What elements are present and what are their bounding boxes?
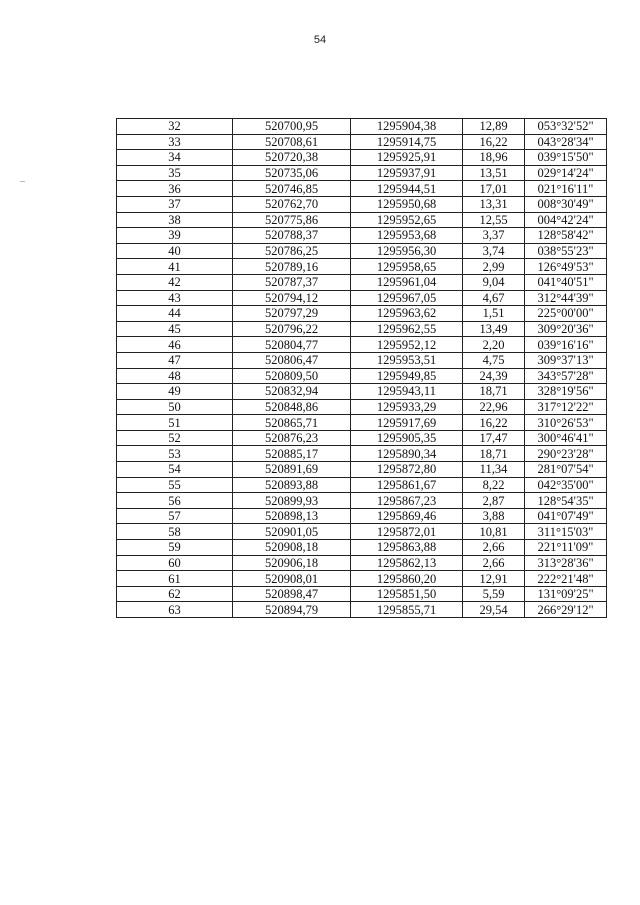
point-number-cell: 35 bbox=[117, 165, 233, 181]
y-coordinate-cell: 1295862,13 bbox=[351, 555, 463, 571]
table-row bbox=[117, 524, 607, 540]
y-coordinate-cell: 1295890,34 bbox=[351, 446, 463, 462]
x-coordinate-cell: 520746,85 bbox=[233, 181, 351, 197]
coordinates-table bbox=[116, 118, 607, 618]
point-number-cell: 38 bbox=[117, 212, 233, 228]
distance-cell: 2,66 bbox=[463, 540, 525, 556]
x-coordinate-cell: 520786,25 bbox=[233, 243, 351, 259]
distance-cell: 2,66 bbox=[463, 555, 525, 571]
x-coordinate-cell: 520775,86 bbox=[233, 212, 351, 228]
y-coordinate-cell: 1295933,29 bbox=[351, 399, 463, 415]
bearing-cell: 290°23'28" bbox=[525, 446, 607, 462]
y-coordinate-cell: 1295851,50 bbox=[351, 586, 463, 602]
y-coordinate-cell: 1295872,01 bbox=[351, 524, 463, 540]
distance-cell: 18,71 bbox=[463, 446, 525, 462]
point-number-cell: 57 bbox=[117, 508, 233, 524]
distance-cell: 18,96 bbox=[463, 150, 525, 166]
x-coordinate-cell: 520899,93 bbox=[233, 493, 351, 509]
table-row bbox=[117, 446, 607, 462]
x-coordinate-cell: 520700,95 bbox=[233, 119, 351, 135]
point-number-cell: 43 bbox=[117, 290, 233, 306]
point-number-cell: 33 bbox=[117, 134, 233, 150]
x-coordinate-cell: 520885,17 bbox=[233, 446, 351, 462]
table-row bbox=[117, 165, 607, 181]
distance-cell: 16,22 bbox=[463, 134, 525, 150]
y-coordinate-cell: 1295952,65 bbox=[351, 212, 463, 228]
x-coordinate-cell: 520832,94 bbox=[233, 384, 351, 400]
y-coordinate-cell: 1295867,23 bbox=[351, 493, 463, 509]
x-coordinate-cell: 520908,18 bbox=[233, 540, 351, 556]
distance-cell: 4,67 bbox=[463, 290, 525, 306]
bearing-cell: 266°29'12" bbox=[525, 602, 607, 618]
table-row bbox=[117, 243, 607, 259]
distance-cell: 3,88 bbox=[463, 508, 525, 524]
point-number-cell: 41 bbox=[117, 259, 233, 275]
page-number: 54 bbox=[313, 34, 327, 46]
point-number-cell: 55 bbox=[117, 477, 233, 493]
distance-cell: 2,99 bbox=[463, 259, 525, 275]
point-number-cell: 36 bbox=[117, 181, 233, 197]
x-coordinate-cell: 520708,61 bbox=[233, 134, 351, 150]
bearing-cell: 310°26'53" bbox=[525, 415, 607, 431]
y-coordinate-cell: 1295914,75 bbox=[351, 134, 463, 150]
point-number-cell: 62 bbox=[117, 586, 233, 602]
y-coordinate-cell: 1295863,88 bbox=[351, 540, 463, 556]
distance-cell: 3,74 bbox=[463, 243, 525, 259]
table-row bbox=[117, 602, 607, 618]
distance-cell: 22,96 bbox=[463, 399, 525, 415]
bearing-cell: 041°07'49" bbox=[525, 508, 607, 524]
x-coordinate-cell: 520906,18 bbox=[233, 555, 351, 571]
point-number-cell: 59 bbox=[117, 540, 233, 556]
y-coordinate-cell: 1295937,91 bbox=[351, 165, 463, 181]
bearing-cell: 021°16'11" bbox=[525, 181, 607, 197]
point-number-cell: 34 bbox=[117, 150, 233, 166]
distance-cell: 12,55 bbox=[463, 212, 525, 228]
point-number-cell: 46 bbox=[117, 337, 233, 353]
distance-cell: 17,01 bbox=[463, 181, 525, 197]
point-number-cell: 47 bbox=[117, 352, 233, 368]
x-coordinate-cell: 520735,06 bbox=[233, 165, 351, 181]
table-row bbox=[117, 212, 607, 228]
bearing-cell: 039°15'50" bbox=[525, 150, 607, 166]
y-coordinate-cell: 1295869,46 bbox=[351, 508, 463, 524]
y-coordinate-cell: 1295905,35 bbox=[351, 430, 463, 446]
point-number-cell: 44 bbox=[117, 306, 233, 322]
scan-mark bbox=[20, 181, 25, 182]
table-row bbox=[117, 555, 607, 571]
table-row bbox=[117, 196, 607, 212]
x-coordinate-cell: 520908,01 bbox=[233, 571, 351, 587]
y-coordinate-cell: 1295961,04 bbox=[351, 274, 463, 290]
table-row bbox=[117, 462, 607, 478]
table-row bbox=[117, 274, 607, 290]
distance-cell: 11,34 bbox=[463, 462, 525, 478]
y-coordinate-cell: 1295861,67 bbox=[351, 477, 463, 493]
x-coordinate-cell: 520787,37 bbox=[233, 274, 351, 290]
y-coordinate-cell: 1295953,51 bbox=[351, 352, 463, 368]
y-coordinate-cell: 1295956,30 bbox=[351, 243, 463, 259]
bearing-cell: 311°15'03" bbox=[525, 524, 607, 540]
coordinates-table-body bbox=[117, 119, 607, 618]
point-number-cell: 52 bbox=[117, 430, 233, 446]
y-coordinate-cell: 1295952,12 bbox=[351, 337, 463, 353]
bearing-cell: 043°28'34" bbox=[525, 134, 607, 150]
distance-cell: 3,37 bbox=[463, 228, 525, 244]
table-row bbox=[117, 181, 607, 197]
bearing-cell: 309°20'36" bbox=[525, 321, 607, 337]
point-number-cell: 48 bbox=[117, 368, 233, 384]
x-coordinate-cell: 520794,12 bbox=[233, 290, 351, 306]
y-coordinate-cell: 1295855,71 bbox=[351, 602, 463, 618]
y-coordinate-cell: 1295943,11 bbox=[351, 384, 463, 400]
x-coordinate-cell: 520789,16 bbox=[233, 259, 351, 275]
x-coordinate-cell: 520809,50 bbox=[233, 368, 351, 384]
distance-cell: 5,59 bbox=[463, 586, 525, 602]
bearing-cell: 343°57'28" bbox=[525, 368, 607, 384]
y-coordinate-cell: 1295860,20 bbox=[351, 571, 463, 587]
table-row bbox=[117, 508, 607, 524]
point-number-cell: 42 bbox=[117, 274, 233, 290]
bearing-cell: 041°40'51" bbox=[525, 274, 607, 290]
bearing-cell: 053°32'52" bbox=[525, 119, 607, 135]
table-row bbox=[117, 477, 607, 493]
table-row bbox=[117, 134, 607, 150]
distance-cell: 17,47 bbox=[463, 430, 525, 446]
bearing-cell: 008°30'49" bbox=[525, 196, 607, 212]
distance-cell: 29,54 bbox=[463, 602, 525, 618]
x-coordinate-cell: 520876,23 bbox=[233, 430, 351, 446]
bearing-cell: 312°44'39" bbox=[525, 290, 607, 306]
distance-cell: 1,51 bbox=[463, 306, 525, 322]
point-number-cell: 37 bbox=[117, 196, 233, 212]
bearing-cell: 131°09'25" bbox=[525, 586, 607, 602]
y-coordinate-cell: 1295953,68 bbox=[351, 228, 463, 244]
table-row bbox=[117, 540, 607, 556]
y-coordinate-cell: 1295944,51 bbox=[351, 181, 463, 197]
x-coordinate-cell: 520762,70 bbox=[233, 196, 351, 212]
bearing-cell: 004°42'24" bbox=[525, 212, 607, 228]
table-row bbox=[117, 337, 607, 353]
bearing-cell: 317°12'22" bbox=[525, 399, 607, 415]
bearing-cell: 038°55'23" bbox=[525, 243, 607, 259]
table-row bbox=[117, 259, 607, 275]
distance-cell: 12,89 bbox=[463, 119, 525, 135]
distance-cell: 2,20 bbox=[463, 337, 525, 353]
x-coordinate-cell: 520893,88 bbox=[233, 477, 351, 493]
table-row bbox=[117, 571, 607, 587]
y-coordinate-cell: 1295950,68 bbox=[351, 196, 463, 212]
point-number-cell: 49 bbox=[117, 384, 233, 400]
distance-cell: 2,87 bbox=[463, 493, 525, 509]
table-row bbox=[117, 150, 607, 166]
bearing-cell: 222°21'48" bbox=[525, 571, 607, 587]
y-coordinate-cell: 1295917,69 bbox=[351, 415, 463, 431]
point-number-cell: 40 bbox=[117, 243, 233, 259]
table-row bbox=[117, 586, 607, 602]
x-coordinate-cell: 520796,22 bbox=[233, 321, 351, 337]
x-coordinate-cell: 520788,37 bbox=[233, 228, 351, 244]
y-coordinate-cell: 1295904,38 bbox=[351, 119, 463, 135]
bearing-cell: 309°37'13" bbox=[525, 352, 607, 368]
y-coordinate-cell: 1295963,62 bbox=[351, 306, 463, 322]
bearing-cell: 225°00'00" bbox=[525, 306, 607, 322]
x-coordinate-cell: 520797,29 bbox=[233, 306, 351, 322]
point-number-cell: 51 bbox=[117, 415, 233, 431]
x-coordinate-cell: 520804,77 bbox=[233, 337, 351, 353]
table-row bbox=[117, 368, 607, 384]
x-coordinate-cell: 520865,71 bbox=[233, 415, 351, 431]
y-coordinate-cell: 1295958,65 bbox=[351, 259, 463, 275]
point-number-cell: 63 bbox=[117, 602, 233, 618]
point-number-cell: 56 bbox=[117, 493, 233, 509]
bearing-cell: 128°54'35" bbox=[525, 493, 607, 509]
table-row bbox=[117, 228, 607, 244]
point-number-cell: 45 bbox=[117, 321, 233, 337]
x-coordinate-cell: 520894,79 bbox=[233, 602, 351, 618]
point-number-cell: 58 bbox=[117, 524, 233, 540]
y-coordinate-cell: 1295967,05 bbox=[351, 290, 463, 306]
table-row bbox=[117, 399, 607, 415]
point-number-cell: 54 bbox=[117, 462, 233, 478]
x-coordinate-cell: 520891,69 bbox=[233, 462, 351, 478]
distance-cell: 12,91 bbox=[463, 571, 525, 587]
point-number-cell: 50 bbox=[117, 399, 233, 415]
distance-cell: 13,49 bbox=[463, 321, 525, 337]
distance-cell: 24,39 bbox=[463, 368, 525, 384]
distance-cell: 16,22 bbox=[463, 415, 525, 431]
bearing-cell: 281°07'54" bbox=[525, 462, 607, 478]
distance-cell: 13,51 bbox=[463, 165, 525, 181]
distance-cell: 8,22 bbox=[463, 477, 525, 493]
distance-cell: 18,71 bbox=[463, 384, 525, 400]
y-coordinate-cell: 1295925,91 bbox=[351, 150, 463, 166]
x-coordinate-cell: 520848,86 bbox=[233, 399, 351, 415]
bearing-cell: 126°49'53" bbox=[525, 259, 607, 275]
bearing-cell: 128°58'42" bbox=[525, 228, 607, 244]
x-coordinate-cell: 520720,38 bbox=[233, 150, 351, 166]
y-coordinate-cell: 1295872,80 bbox=[351, 462, 463, 478]
table-row bbox=[117, 384, 607, 400]
x-coordinate-cell: 520806,47 bbox=[233, 352, 351, 368]
y-coordinate-cell: 1295949,85 bbox=[351, 368, 463, 384]
x-coordinate-cell: 520898,13 bbox=[233, 508, 351, 524]
distance-cell: 4,75 bbox=[463, 352, 525, 368]
bearing-cell: 042°35'00" bbox=[525, 477, 607, 493]
x-coordinate-cell: 520898,47 bbox=[233, 586, 351, 602]
table-row bbox=[117, 119, 607, 135]
table-row bbox=[117, 493, 607, 509]
distance-cell: 10,81 bbox=[463, 524, 525, 540]
table-row bbox=[117, 430, 607, 446]
distance-cell: 13,31 bbox=[463, 196, 525, 212]
bearing-cell: 029°14'24" bbox=[525, 165, 607, 181]
distance-cell: 9,04 bbox=[463, 274, 525, 290]
table-row bbox=[117, 306, 607, 322]
y-coordinate-cell: 1295962,55 bbox=[351, 321, 463, 337]
bearing-cell: 300°46'41" bbox=[525, 430, 607, 446]
table-row bbox=[117, 321, 607, 337]
point-number-cell: 61 bbox=[117, 571, 233, 587]
point-number-cell: 32 bbox=[117, 119, 233, 135]
table-row bbox=[117, 290, 607, 306]
table-row bbox=[117, 415, 607, 431]
point-number-cell: 53 bbox=[117, 446, 233, 462]
bearing-cell: 221°11'09" bbox=[525, 540, 607, 556]
bearing-cell: 328°19'56" bbox=[525, 384, 607, 400]
table-row bbox=[117, 352, 607, 368]
point-number-cell: 60 bbox=[117, 555, 233, 571]
x-coordinate-cell: 520901,05 bbox=[233, 524, 351, 540]
bearing-cell: 039°16'16" bbox=[525, 337, 607, 353]
bearing-cell: 313°28'36" bbox=[525, 555, 607, 571]
point-number-cell: 39 bbox=[117, 228, 233, 244]
